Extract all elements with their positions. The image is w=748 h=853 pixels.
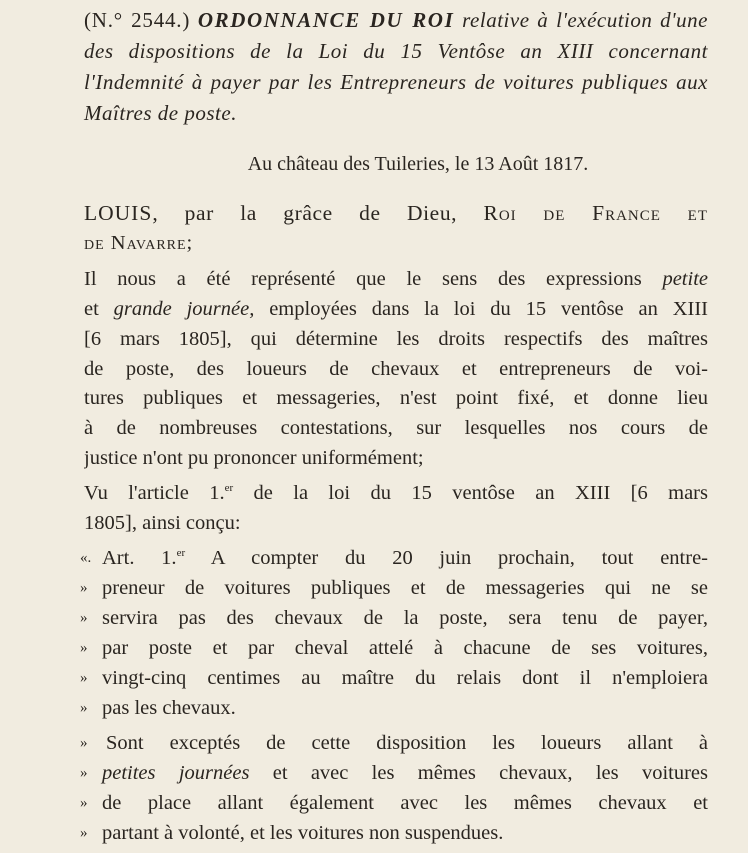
ordinance-number: (N.° 2544.): [84, 8, 191, 32]
article-line-2: » preneur de voitures publiques et de messageries qui ne se: [80, 576, 708, 599]
preamble-line-2: [84, 229, 708, 259]
article-line-6: » pas les chevaux.: [80, 696, 236, 719]
para1-line-7: justice n'ont pu prononcer uniformément;: [84, 447, 424, 470]
para1-line-3: [6 mars 1805], qui détermine les droits respectifs des maîtres: [84, 327, 708, 350]
para1-line-4: de poste, des loueurs de chevaux et entrepreneurs de voi-: [84, 357, 708, 380]
quoted-article: [80, 539, 708, 723]
preamble-navarre: de Navarre;: [84, 231, 194, 254]
article-line-4: » par poste et par cheval attelé à chacune de ses voitures,: [80, 636, 708, 659]
para1-line-5: tures publiques et messageries, n'est point fixé, et donne lieu: [84, 387, 708, 410]
para1-line-1: Il nous a été représenté que le sens des expressions petite: [84, 267, 708, 290]
ordinance-title-rest: relative à l'exécution d'une des dispositions de la Loi du 15 Ventôse an XIII concernant l'Indemnité à payer par les Entrepreneurs de voitures publiques aux Maîtres de poste.: [84, 8, 708, 125]
ordinance-title-start: ORDONNANCE DU ROI: [197, 8, 455, 32]
exception-line-1: » Sont exceptés de cette disposition les loueurs allant à: [80, 732, 708, 755]
article-line-1: «. Art. 1.$^{er}$ A compter du 20 juin prochain, tout entre-: [80, 539, 708, 574]
para2-line-2: 1805], ainsi conçu:: [84, 512, 241, 535]
para1-line-2: et grande journée, employées dans la loi du 15 ventôse an XIII: [84, 297, 708, 320]
para2-line-1: Vu l'article 1.$^{er}$ de la loi du 15 ventôse an XIII [6 mars: [84, 482, 708, 505]
quoted-exception: [80, 729, 708, 849]
article-line-5: » vingt-cinq centimes au maître du relais dont il n'emploiera: [80, 666, 708, 689]
paragraph-vu-article: [84, 474, 708, 539]
ordinance-heading: [84, 0, 708, 129]
para1-line-6: à de nombreuses contestations, sur lesquelles nos cours de: [84, 417, 708, 440]
paragraph-representation: [84, 265, 708, 474]
preamble-title: Roi de France et: [483, 201, 708, 225]
dateline: Au château des Tuileries, le 13 Août 1817.: [247, 153, 589, 175]
exception-line-4: » partant à volonté, et les voitures non suspendues.: [80, 822, 504, 845]
exception-line-2: » petites journées et avec les mêmes chevaux, les voitures: [80, 762, 708, 785]
preamble-line-1: [84, 199, 708, 229]
article-line-3: » servira pas des chevaux de la poste, sera tenu de payer,: [80, 606, 708, 629]
quote-mark-open: «.: [80, 549, 92, 566]
king-name: LOUIS: [84, 201, 153, 225]
preamble-grace: , par la grâce de Dieu,: [152, 201, 484, 225]
exception-line-3: » de place allant également avec les mêmes chevaux et: [80, 792, 708, 815]
